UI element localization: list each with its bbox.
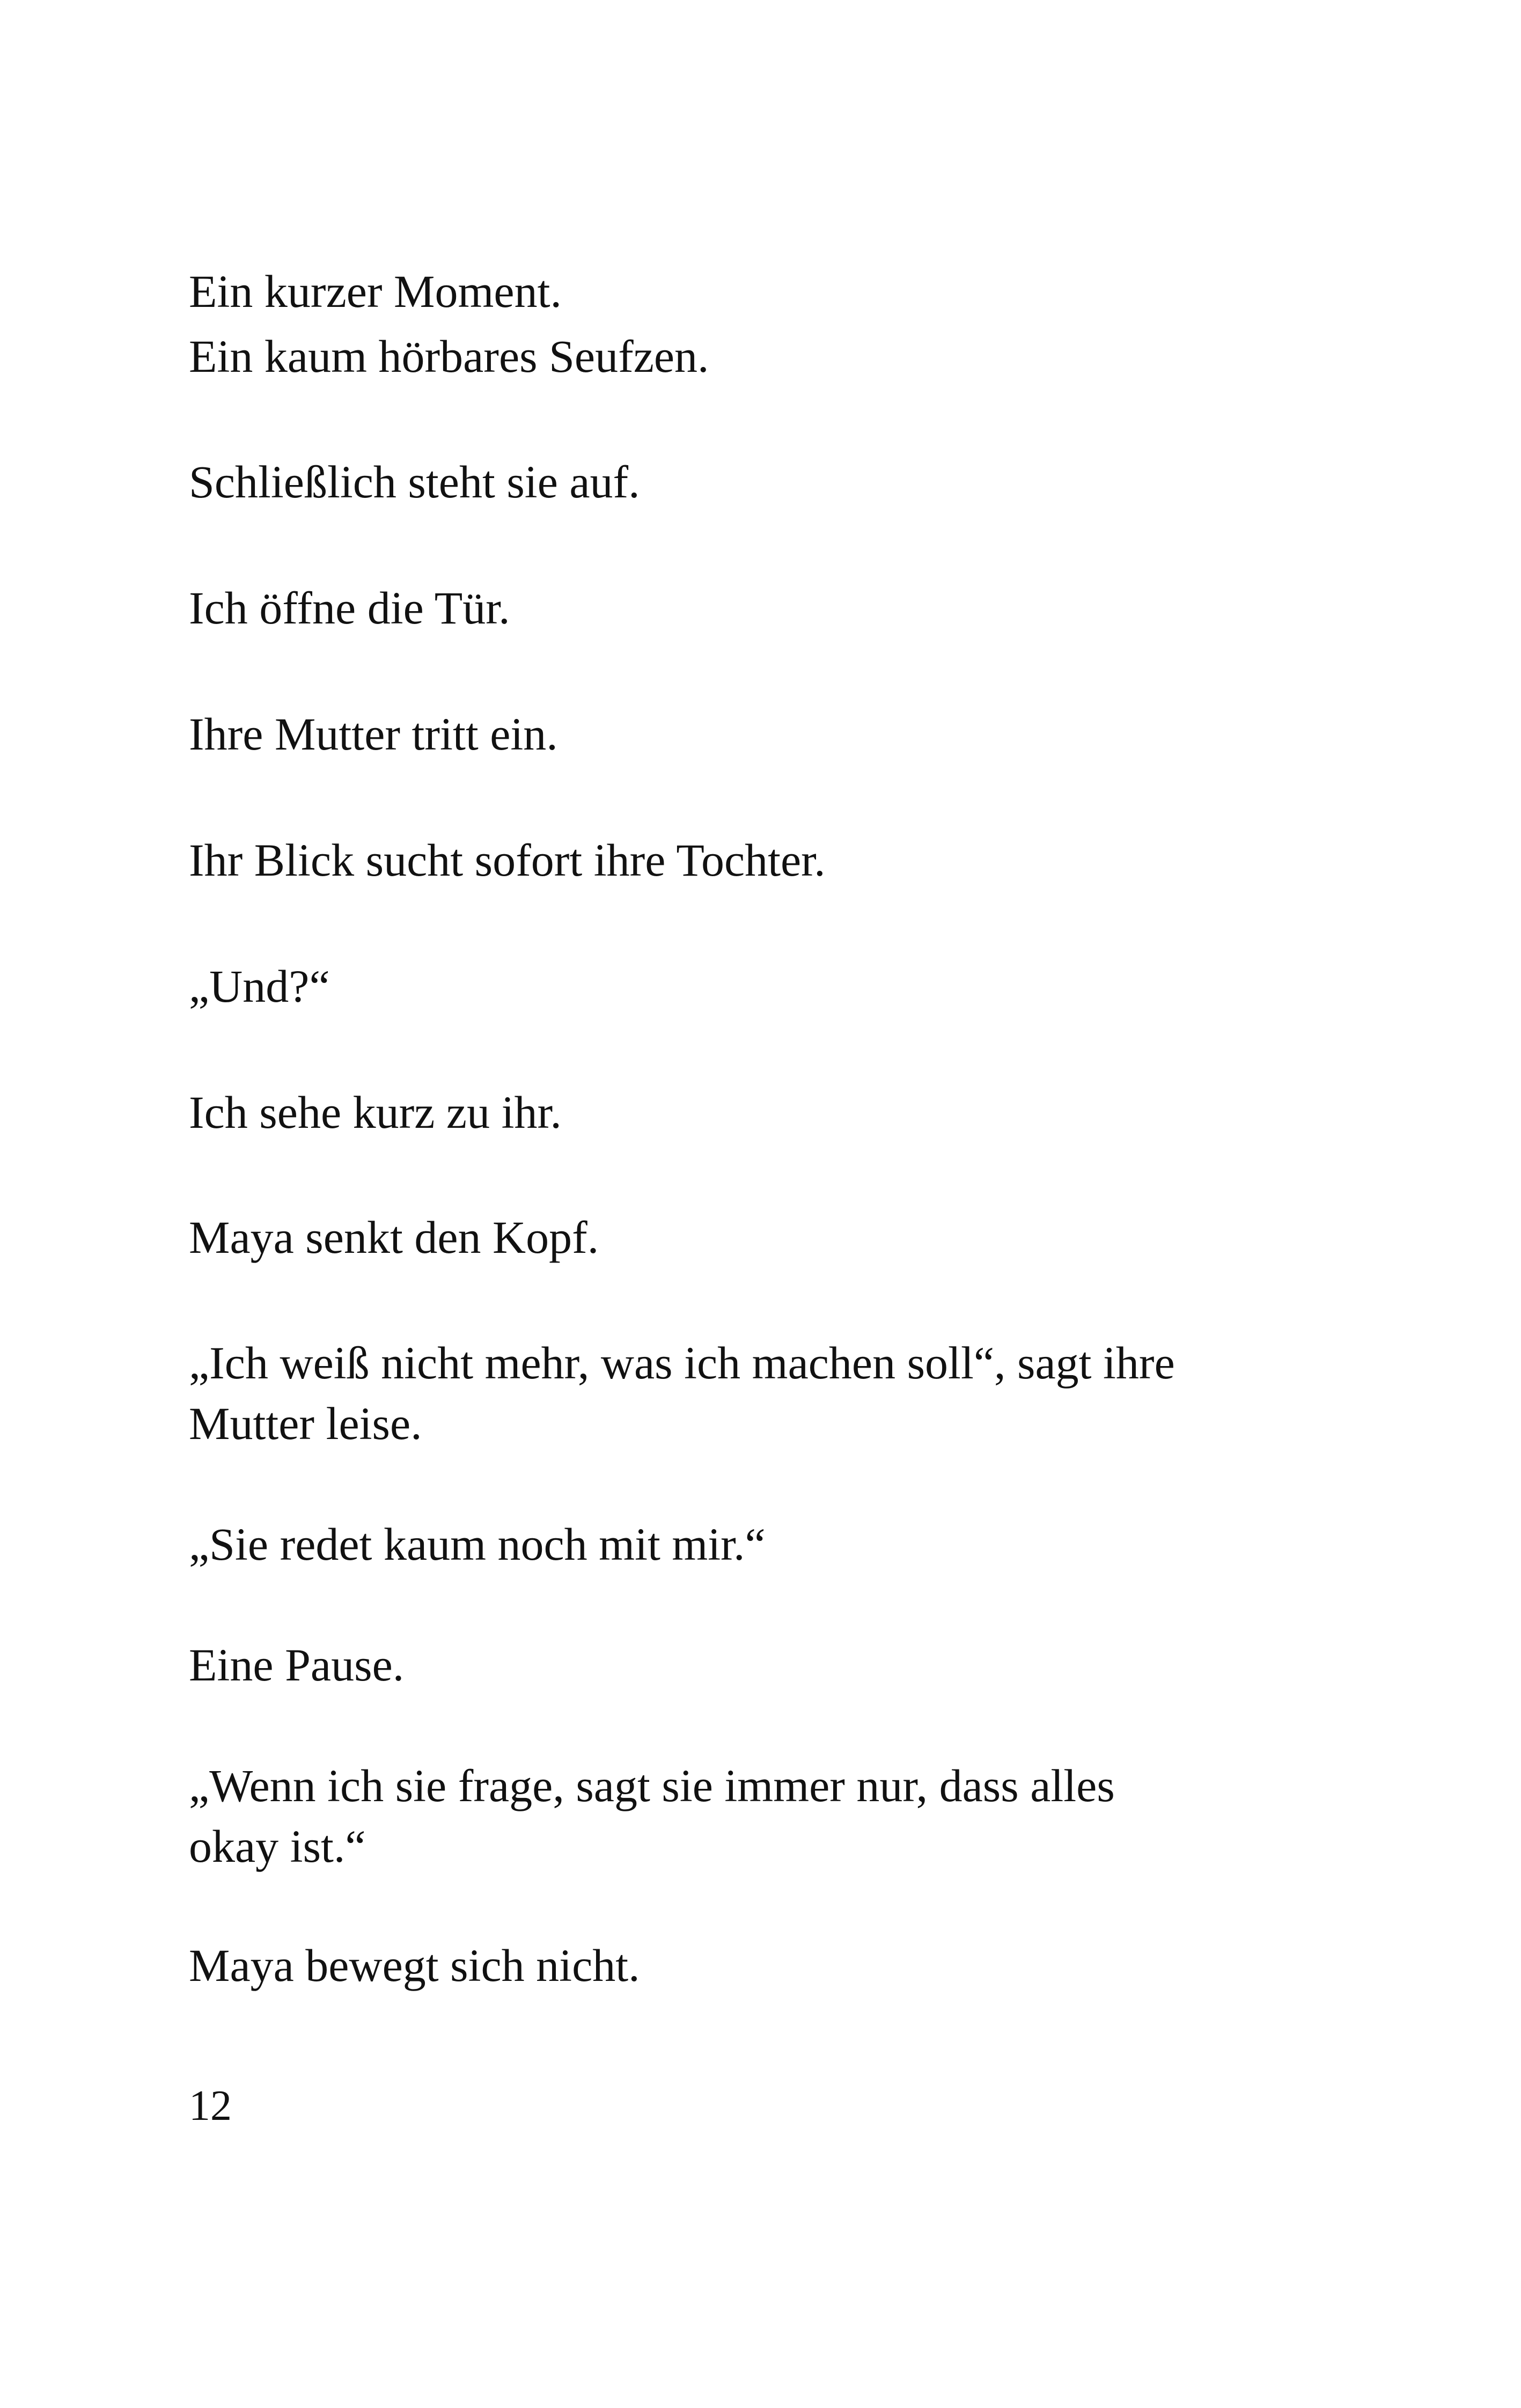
text-line: Ein kurzer Moment. xyxy=(189,266,562,317)
dialogue-line: „Und?“ xyxy=(189,960,330,1012)
text-line: Maya senkt den Kopf. xyxy=(189,1212,599,1263)
text-line: Ihr Blick sucht sofort ihre Tochter. xyxy=(189,834,826,886)
text-line: Mutter leise. xyxy=(189,1398,422,1449)
dialogue-line: „Ich weiß nicht mehr, was ich machen soll“, sagt ihre xyxy=(189,1337,1175,1389)
dialogue-line: „Wenn ich sie frage, sagt sie immer nur, dass alles xyxy=(189,1760,1115,1811)
dialogue-line: „Sie redet kaum noch mit mir.“ xyxy=(189,1518,766,1570)
text-line: okay ist.“ xyxy=(189,1820,366,1872)
text-line: Eine Pause. xyxy=(189,1639,405,1691)
text-line: Maya bewegt sich nicht. xyxy=(189,1940,640,1991)
text-line: Ein kaum hörbares Seufzen. xyxy=(189,331,709,382)
text-line: Ich sehe kurz zu ihr. xyxy=(189,1086,562,1138)
text-line: Ich öffne die Tür. xyxy=(189,582,510,634)
page-number: 12 xyxy=(189,2082,232,2130)
text-line: Schließlich steht sie auf. xyxy=(189,456,640,508)
text-line: Ihre Mutter tritt ein. xyxy=(189,708,558,760)
